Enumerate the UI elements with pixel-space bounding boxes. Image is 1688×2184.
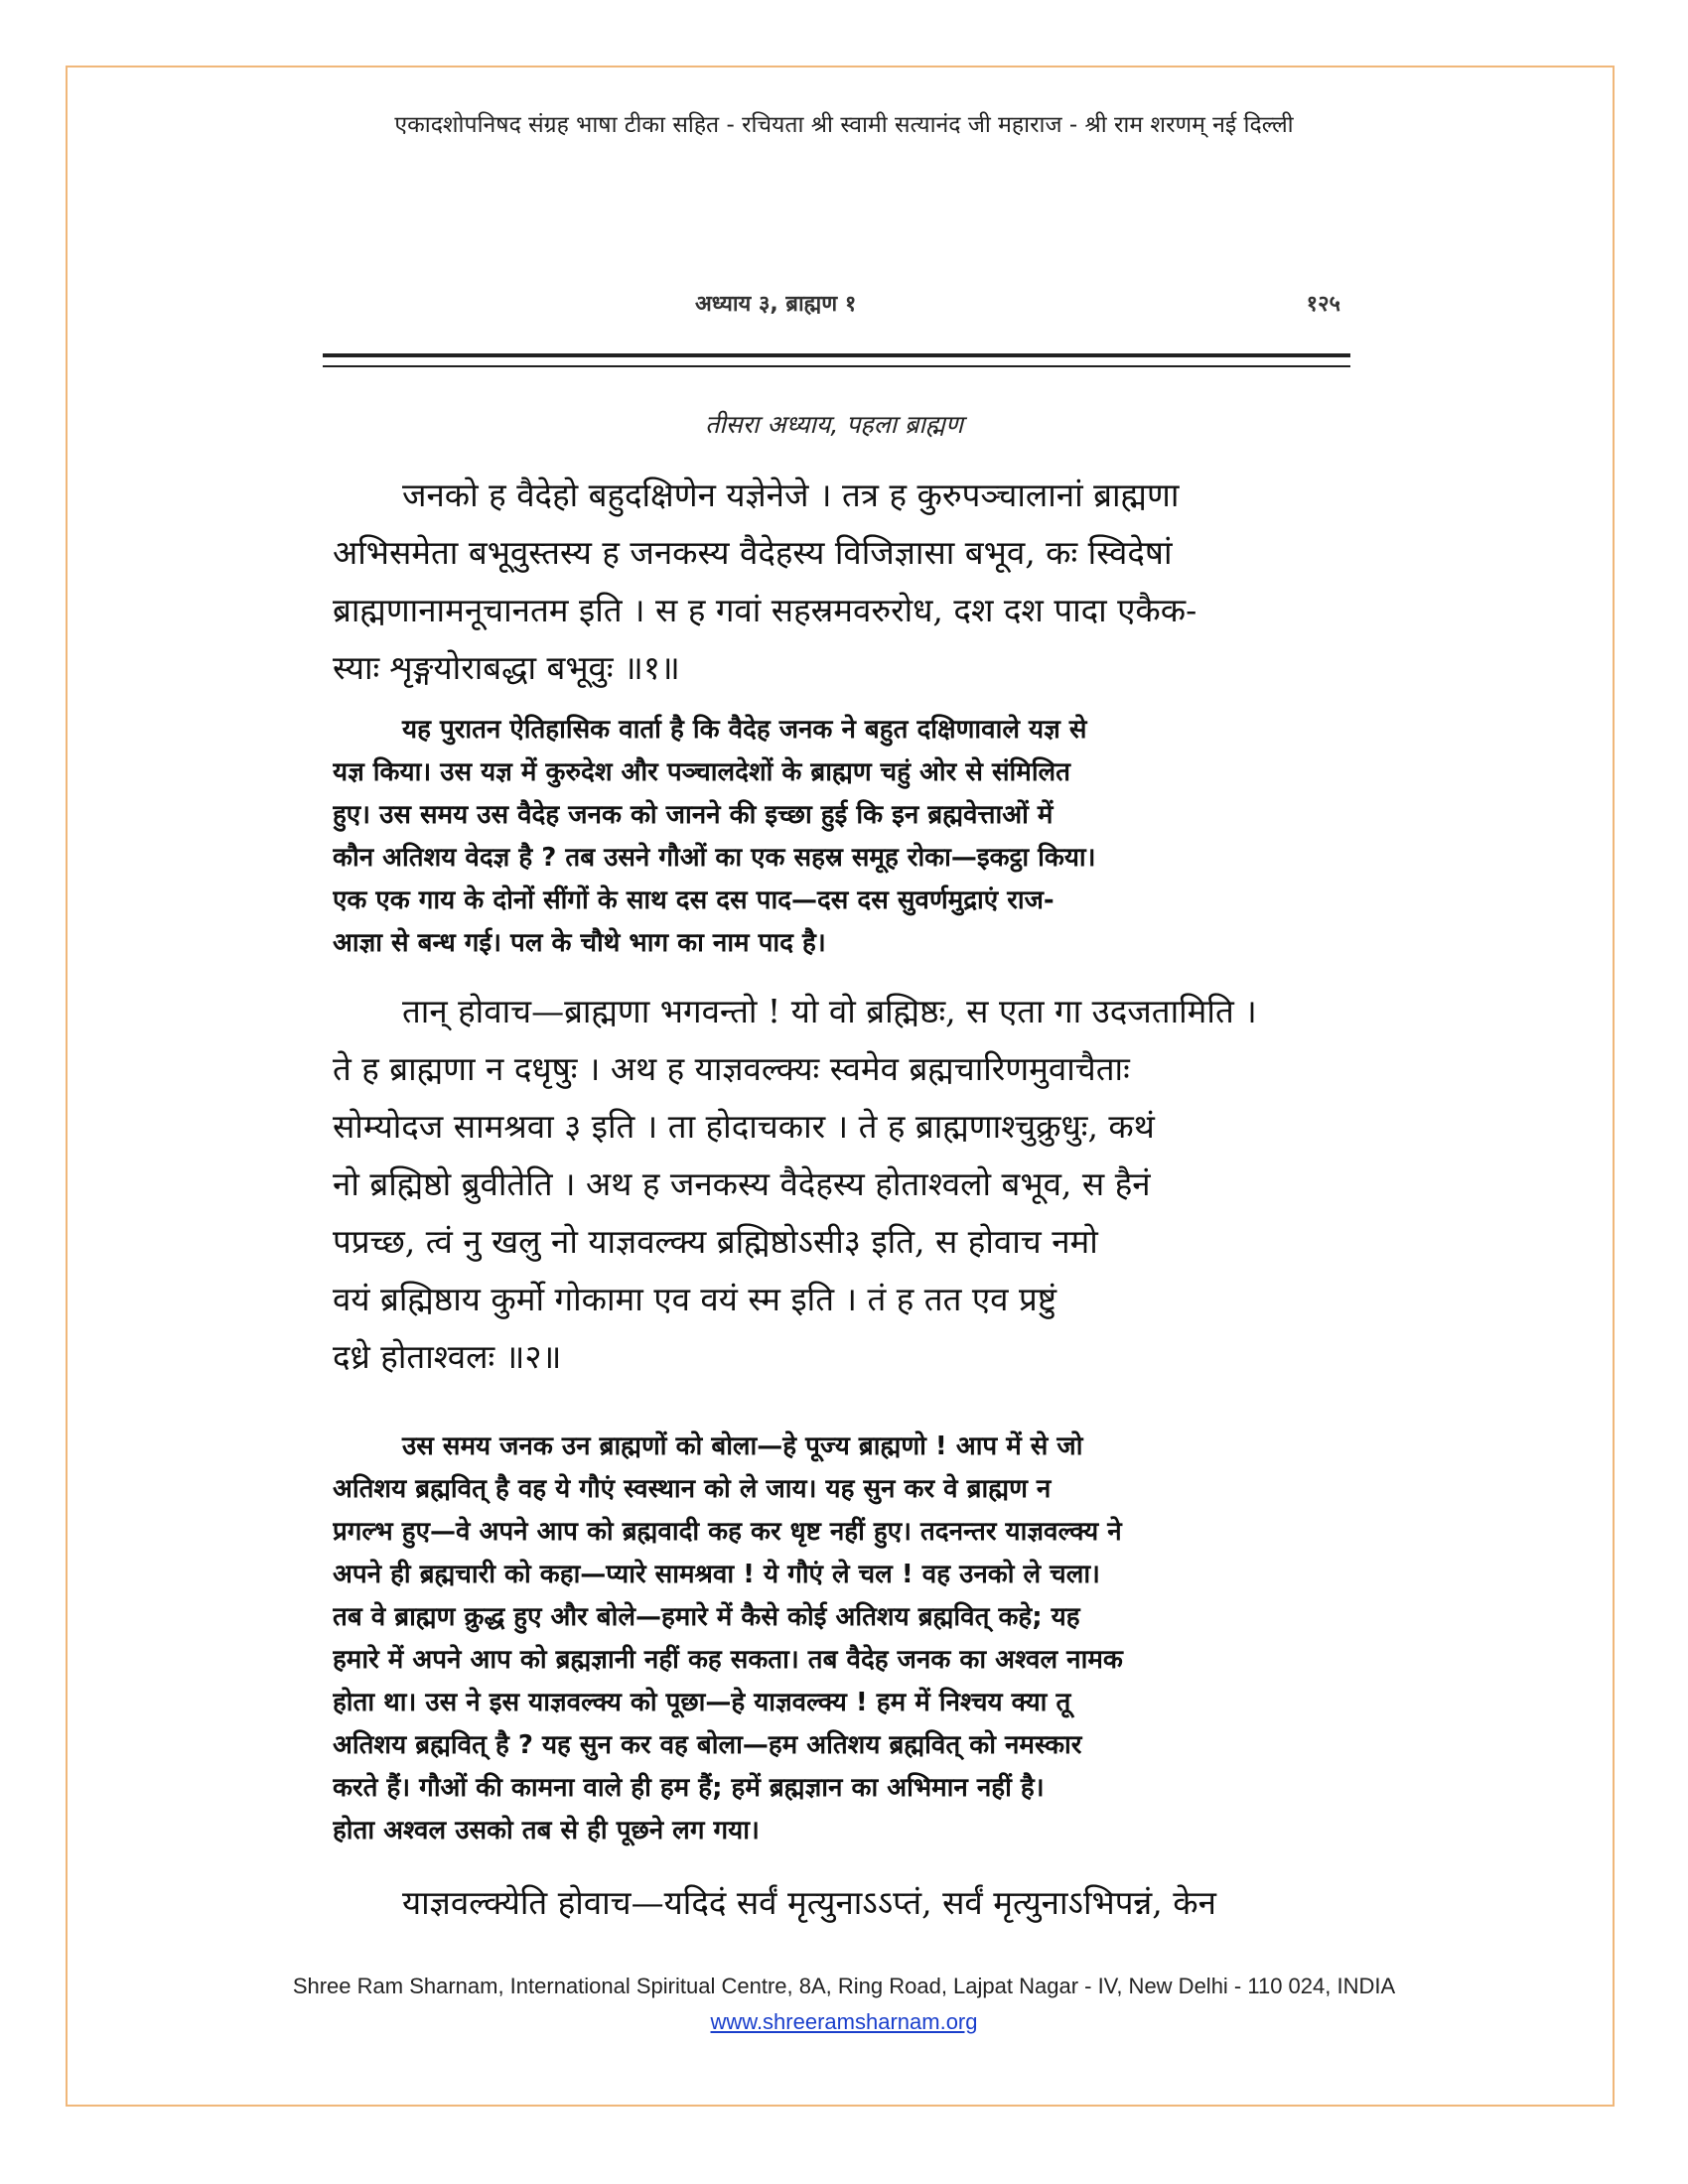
verse2-line: नो ब्रह्मिष्ठो ब्रुवीतेति । अथ ह जनकस्य वैदेहस्य होताश्वलो बभूव, स हैनं [333, 1164, 1151, 1203]
chapter-title: तीसरा अध्याय, पहला ब्राह्मण [705, 410, 963, 439]
header-rule-thick [323, 353, 1350, 357]
commentary1-line: आज्ञा से बन्ध गई। पल के चौथे भाग का नाम पाद है। [333, 928, 826, 958]
commentary1-line: एक एक गाय के दोनों सींगों के साथ दस दस पाद—दस दस सुवर्णमुद्राएं राज- [333, 886, 1055, 915]
commentary-2 [333, 1426, 1355, 1852]
commentary2-line: प्रगल्भ हुए—वे अपने आप को ब्रह्मवादी कह कर धृष्ट नहीं हुए। तदनन्तर याज्ञवल्क्य ने [333, 1517, 1122, 1547]
verse2-line: सोम्योदज सामश्रवा ३ इति । ता होदाचकार । ते ह ब्राह्मणाश्चुक्रुधुः, कथं [333, 1107, 1155, 1146]
commentary1-line: हुए। उस समय उस वैदेह जनक को जानने की इच्छा हुई कि इन ब्रह्मवेत्ताओं में [333, 800, 1054, 830]
verse2-line: पप्रच्छ, त्वं नु खलु नो याज्ञवल्क्य ब्रह्मिष्ठोऽसी३ इति, स होवाच नमो [333, 1222, 1098, 1261]
verse-2 [333, 983, 1355, 1386]
commentary1-line: कौन अतिशय वेदज्ञ है ? तब उसने गौओं का एक सहस्र समूह रोका—इकट्ठा किया। [333, 843, 1096, 873]
page-number: १२५ [1306, 292, 1340, 317]
commentary2-line: तब वे ब्राह्मण क्रुद्ध हुए और बोले—हमारे में कैसे कोई अतिशय ब्रह्मवित् कहे; यह [333, 1602, 1080, 1632]
verse-3 [333, 1874, 1355, 1932]
verse1-line: ब्राह्मणानामनूचानतम इति । स ह गवां सहस्रमवरुरोध, दश दश पादा एकैक- [333, 591, 1197, 629]
verse2-line: ते ह ब्राह्मणा न दधृषुः । अथ ह याज्ञवल्क्यः स्वमेव ब्रह्मचारिणमुवाचैताः [333, 1049, 1130, 1088]
header-rule-thin [323, 365, 1350, 367]
verse1-line: स्याः शृङ्गयोराबद्धा बभूवुः ॥१॥ [333, 648, 680, 687]
verse1-line: अभिसमेता बभूवुस्तस्य ह जनकस्य वैदेहस्य विजिज्ञासा बभूव, कः स्विदेषां [333, 533, 1173, 572]
commentary2-line: अतिशय ब्रह्मवित् है वह ये गौएं स्वस्थान को ले जाय। यह सुन कर वे ब्राह्मण न [333, 1474, 1052, 1504]
commentary2-line: अतिशय ब्रह्मवित् है ? यह सुन कर वह बोला—हम अतिशय ब्रह्मवित् को नमस्कार [333, 1730, 1082, 1760]
commentary1-line: यह पुरातन ऐतिहासिक वार्ता है कि वैदेह जनक ने बहुत दक्षिणावाले यज्ञ से [402, 715, 1087, 745]
commentary2-line: अपने ही ब्रह्मचारी को कहा—प्यारे सामश्रवा ! ये गौएं ले चल ! वह उनको ले चला। [333, 1560, 1100, 1589]
verse3-line: याज्ञवल्क्येति होवाच—यदिदं सर्वं मृत्युनाऽऽप्तं, सर्वं मृत्युनाऽभिपन्नं, केन [402, 1883, 1216, 1922]
running-head [318, 288, 1350, 328]
commentary2-line: करते हैं। गौओं की कामना वाले ही हम हैं; हमें ब्रह्मज्ञान का अभिमान नहीं है। [333, 1773, 1045, 1803]
website-link[interactable]: www.shreeramsharnam.org [710, 2009, 978, 2034]
commentary1-line: यज्ञ किया। उस यज्ञ में कुरुदेश और पञ्चालदेशों के ब्राह्मण चहुं ओर से संमिलित [333, 757, 1070, 787]
running-head-chapter: अध्याय ३, ब्राह्मण १ [695, 292, 857, 317]
commentary2-line: होता था। उस ने इस याज्ञवल्क्य को पूछा—हे याज्ञवल्क्य ! हम में निश्चय क्या तू [333, 1688, 1071, 1717]
footer-address: Shree Ram Sharnam, International Spiritual Centre, 8A, Ring Road, Lajpat Nagar - IV, New Delhi - 110 024, INDIA [292, 1974, 1396, 1998]
verse2-line: तान् होवाच—ब्राह्मणा भगवन्तो ! यो वो ब्रह्मिष्ठः, स एता गा उदजतामिति । [402, 992, 1257, 1030]
verse2-line: वयं ब्रह्मिष्ठाय कुर्मो गोकामा एव वयं स्म इति । तं ह तत एव प्रष्टुं [333, 1280, 1057, 1318]
verse-1 [333, 467, 1355, 697]
commentary2-line: हमारे में अपने आप को ब्रह्मज्ञानी नहीं कह सकता। तब वैदेह जनक का अश्वल नामक [333, 1645, 1123, 1675]
commentary2-line: उस समय जनक उन ब्राह्मणों को बोला—हे पूज्य ब्राह्मणो ! आप में से जो [402, 1432, 1083, 1461]
verse2-line: दध्रे होताश्वलः ॥२॥ [333, 1337, 562, 1376]
commentary2-line: होता अश्वल उसको तब से ही पूछने लग गया। [333, 1816, 760, 1845]
commentary-1 [333, 709, 1355, 965]
document-header: एकादशोपनिषद संग्रह भाषा टीका सहित - रचियता श्री स्वामी सत्यानंद जी महाराज - श्री राम शरणम् नई दिल्ली [394, 112, 1294, 138]
verse1-line: जनको ह वैदेहो बहुदक्षिणेन यज्ञेनेजे । तत्र ह कुरुपञ्चालानां ब्राह्मणा [402, 476, 1180, 514]
